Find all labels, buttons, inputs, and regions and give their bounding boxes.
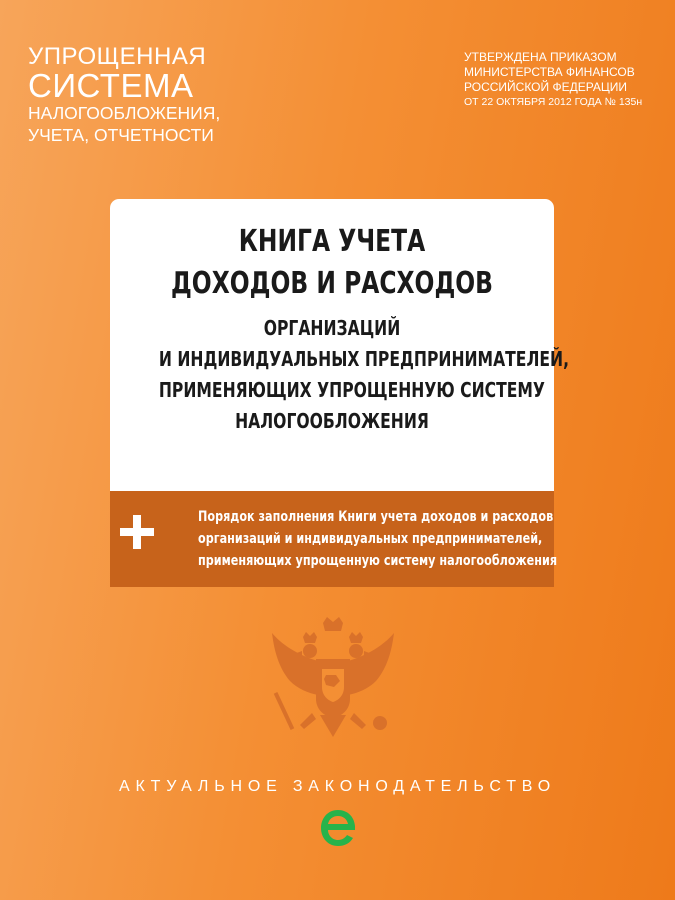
supplement-band [110, 491, 558, 587]
subtitle-line-1: ОРГАНИЗАЦИЙ [263, 316, 401, 340]
main-title-line-1: КНИГА УЧЕТА [238, 224, 426, 259]
double-headed-eagle-emblem [268, 615, 398, 745]
publisher-e-logo-icon [318, 806, 358, 850]
supplement-line-2: организаций и индивидуальных предпринимателей, [198, 531, 543, 547]
supplement-text [160, 506, 558, 572]
series-line-2: СИСТЕМА [28, 67, 194, 104]
subtitle-line-3: ПРИМЕНЯЮЩИХ УПРОЩЕННУЮ СИСТЕМУ [158, 378, 545, 402]
series-line-3: НАЛОГООБЛОЖЕНИЯ, [28, 103, 221, 123]
main-title-line-2: ДОХОДОВ И РАСХОДОВ [170, 266, 494, 301]
series-title [28, 44, 220, 146]
approval-note [464, 50, 642, 110]
plus-icon [120, 515, 154, 549]
approval-line-4: ОТ 22 ОКТЯБРЯ 2012 ГОДА № 135н [464, 96, 643, 108]
title-card [110, 199, 570, 491]
approval-line-2: МИНИСТЕРСТВА ФИНАНСОВ [464, 65, 635, 79]
collection-name: АКТУАЛЬНОЕ ЗАКОНОДАТЕЛЬСТВО [119, 778, 556, 795]
supplement-line-1: Порядок заполнения Книги учета доходов и расходов [198, 509, 554, 525]
approval-line-3: РОССИЙСКОЙ ФЕДЕРАЦИИ [464, 80, 628, 94]
series-line-1: УПРОЩЕННАЯ [28, 43, 207, 70]
series-line-4: УЧЕТА, ОТЧЕТНОСТИ [28, 125, 214, 145]
subtitle-line-4: НАЛОГООБЛОЖЕНИЯ [235, 409, 429, 433]
subtitle-line-2: И ИНДИВИДУАЛЬНЫХ ПРЕДПРИНИМАТЕЛЕЙ, [158, 347, 570, 371]
supplement-line-3: применяющих упрощенную систему налогообложения [198, 553, 558, 569]
approval-line-1: УТВЕРЖДЕНА ПРИКАЗОМ [464, 50, 617, 64]
